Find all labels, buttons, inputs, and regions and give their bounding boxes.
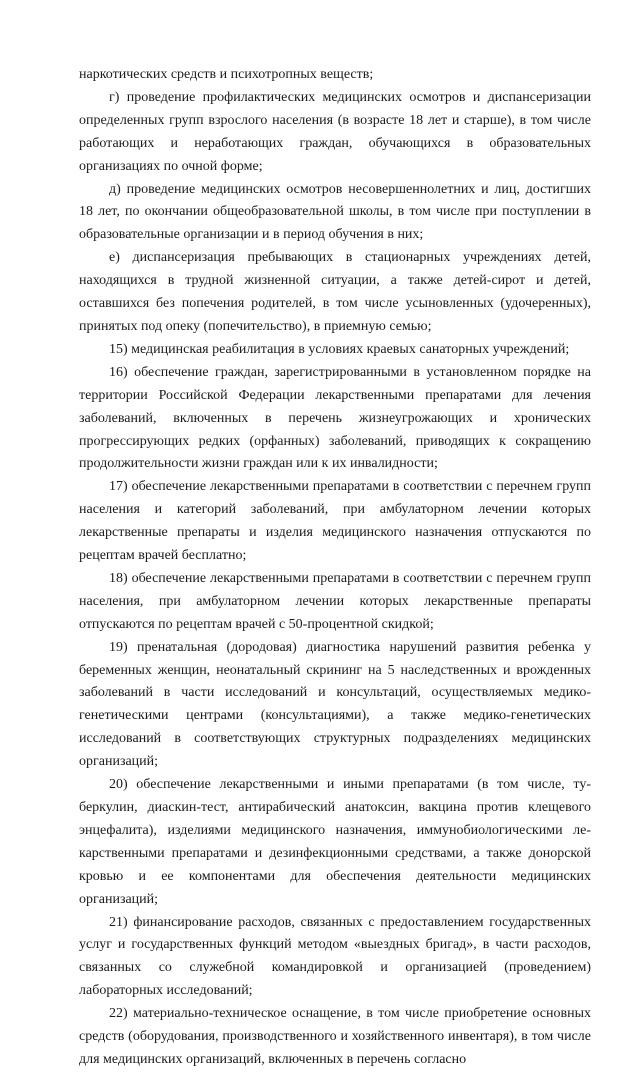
paragraph-item-21: 21) финансирование расходов, связанных с предоставлением государственных услуг и государственных функций методом «выездных бригад», в части расходов, связанных со служебной командировкой и организацией (проведением) лабораторных исследований; — [79, 914, 591, 999]
paragraph-continuation: наркотических средств и психотропных веществ; — [79, 67, 374, 82]
paragraph-item-20: 20) обеспечение лекарственными и иными препаратами (в том числе, туберкулин, диаскин-тест, антирабический анатоксин, вакцина против клещевого энцефалита), изделиями медицинского назначения, иммунобиологическими лекарственными препаратами и дезинфекционными средствами, а также донорской кровью и ее компонентами для обеспечения деятельности медицинских организаций; — [79, 777, 591, 907]
paragraph-item-16: 16) обеспечение граждан, зарегистрированными в установленном порядке на территории Российской Федерации лекарственными препаратами для лечения заболеваний, включенных в перечень жизнеугрожающих и хронических прогрессирующих редких (орфанных) заболеваний, приводящих к сокращению продолжительности жизни граждан или к их инвалидности; — [79, 364, 591, 472]
paragraph-item-18: 18) обеспечение лекарственными препаратами в соответствии с перечнем групп населения, при амбулаторном лечении которых лекарственные препараты отпускаются по рецептам врачей с 50-процентной скидкой; — [79, 570, 591, 632]
paragraph-item-e: е) диспансеризация пребывающих в стационарных учреждениях детей, находящихся в трудной жизненной ситуации, а также детей-сирот и детей, оставшихся без попечения родителей, в том числе усыновленных (удочеренных), принятых под опеку (попечительство), в приемную семью; — [79, 250, 591, 334]
paragraph-item-g: г) проведение профилактических медицинских осмотров и диспансеризации определенных групп взрослого населения (в возрасте 18 лет и старше), в том числе работающих и неработающих граждан, обучающихся в образовательных организациях по очной форме; — [79, 89, 591, 174]
paragraph-item-15: 15) медицинская реабилитация в условиях краевых санаторных учреждений; — [109, 341, 570, 357]
paragraph-item-22: 22) материально-техническое оснащение, в том числе приобретение основных средств (оборудования, производственного и хозяйственного инвентаря), в том числе для медицинских организаций, включенных в перечень согласно — [79, 1006, 591, 1067]
paragraph-item-d: д) проведение медицинских осмотров несовершеннолетних и лиц, достигших 18 лет, по окончании общеобразовательной школы, в том числе при поступлении в образовательные организации и в период обучения в них; — [79, 181, 591, 243]
document-page — [79, 64, 591, 1072]
paragraph-item-17: 17) обеспечение лекарственными препаратами в соответствии с перечнем групп населения и категорий заболеваний, при амбулаторном лечении которых лекарственные препараты и изделия медицинского назначения отпускаются по рецептам врачей бесплатно; — [79, 479, 591, 564]
paragraph-item-19: 19) пренатальная (дородовая) диагностика нарушений развития ребенка у беременных женщин, неонатальный скрининг на 5 наследственных и врожденных заболеваний в части исследований и консультаций, осуществляемых медико-генетическими центрами (консультациями), а также медико-генетических исследований в соответствующих структурных подразделениях медицинских организаций; — [79, 639, 591, 770]
